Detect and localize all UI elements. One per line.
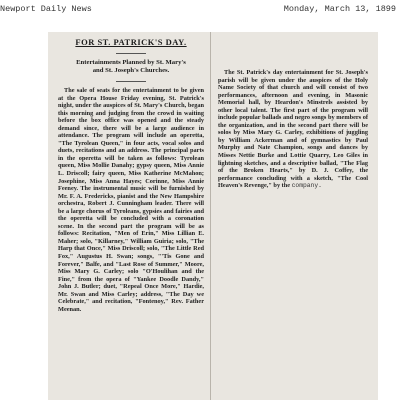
title-divider [116, 53, 146, 54]
subtitle-line-2: and St. Joseph's Churches. [92, 67, 170, 74]
right-column-text [218, 69, 368, 190]
left-column [58, 32, 204, 313]
publication-name: Newport Daily News [0, 4, 92, 14]
subtitle-line-1: Entertainments Planned by St. Mary's [76, 59, 186, 66]
right-column-body: The St. Patrick's day entertainment for St. Joseph's parish will be given under the auspices of the Holy Name Society of that church and will consist of two performances, afternoon and evening, in Masonic Memorial hall, by Heardon's Minstrels assisted by other local talent. The first part of the program will include popular ballads and negro songs by members of the organization, and in the second part there will be solos by Miss Mary G. Carley, exhibitions of juggling by William Ackerman and of gymnastics by Paul Murphy and Nate Champion, songs and dances by Misses Nettie Burke and Lottie Quarry, Leo Giles in lightning sketches, and a descriptive ballad, "The Flag of the Broken Hearts," by D. J. Coffey, the performance concluding with a sketch, "The Cool Heaven's Revenge," by the [218, 69, 368, 190]
left-column-text: The sale of seats for the entertainment to be given at the Opera House Friday evening, St. Patrick's night, under the auspices of St. Mary's Church, began this morning and judging from the crowd in waiting before the box office was opened and the steady demand since, there will be a large audience in attendance. The program will include an operetta, "The Tyrolean Queen," in four acts, vocal solos and duets, recitations and an address. The principal parts in the operetta will be taken as follows: Tyrolean queen, Miss Mollie Danahy; gypsy queen, Miss Annie L. Driscoll; fairy queen, Miss Katherine McMahon; Josephine, Miss Anna Hayes; Corinne, Miss Annie Feeney. The instrumental music will be furnished by Mr. F. A. Fredericks, pianist and the New Hampshire orchestra, Robert J. Cunningham leader. There will be a large chorus of Tyroleans, gypsies and fairies and the operetta will be concluded with a coronation scene. In the second part the program will be as follows: Recitation, "Men of Erin," Miss Lillian E. Maher; solo, "Killarney," William Guiria; solo, "The Harp that Once," Miss Driscoll; solo, "The Little Red Fox," Augustus H. Swan; songs, "'Tis Gone and Forever," Balfe, and "Last Rose of Summer," Moore, Miss Mary G. Carley; solo "O'Houlihan and the Fine," from the opera of "Yankee Doodle Dandy," John J. Butler; duet, "Repeal Once More," Hardie, Mr. Swan and Miss Carley; address, "The Day we Celebrate," and recitation, "Fontenoy," Rev. Father Meenan. [58, 87, 204, 313]
publication-date: Monday, March 13, 1899 [283, 4, 396, 14]
right-column [218, 69, 368, 190]
article-title: FOR ST. PATRICK'S DAY. [75, 37, 187, 47]
column-rule [210, 32, 211, 400]
newspaper-clipping [48, 32, 378, 400]
subtitle-divider [116, 81, 146, 82]
page-header [0, 4, 400, 18]
article-subtitle [58, 59, 204, 75]
right-column-last-word: company. [291, 182, 322, 190]
